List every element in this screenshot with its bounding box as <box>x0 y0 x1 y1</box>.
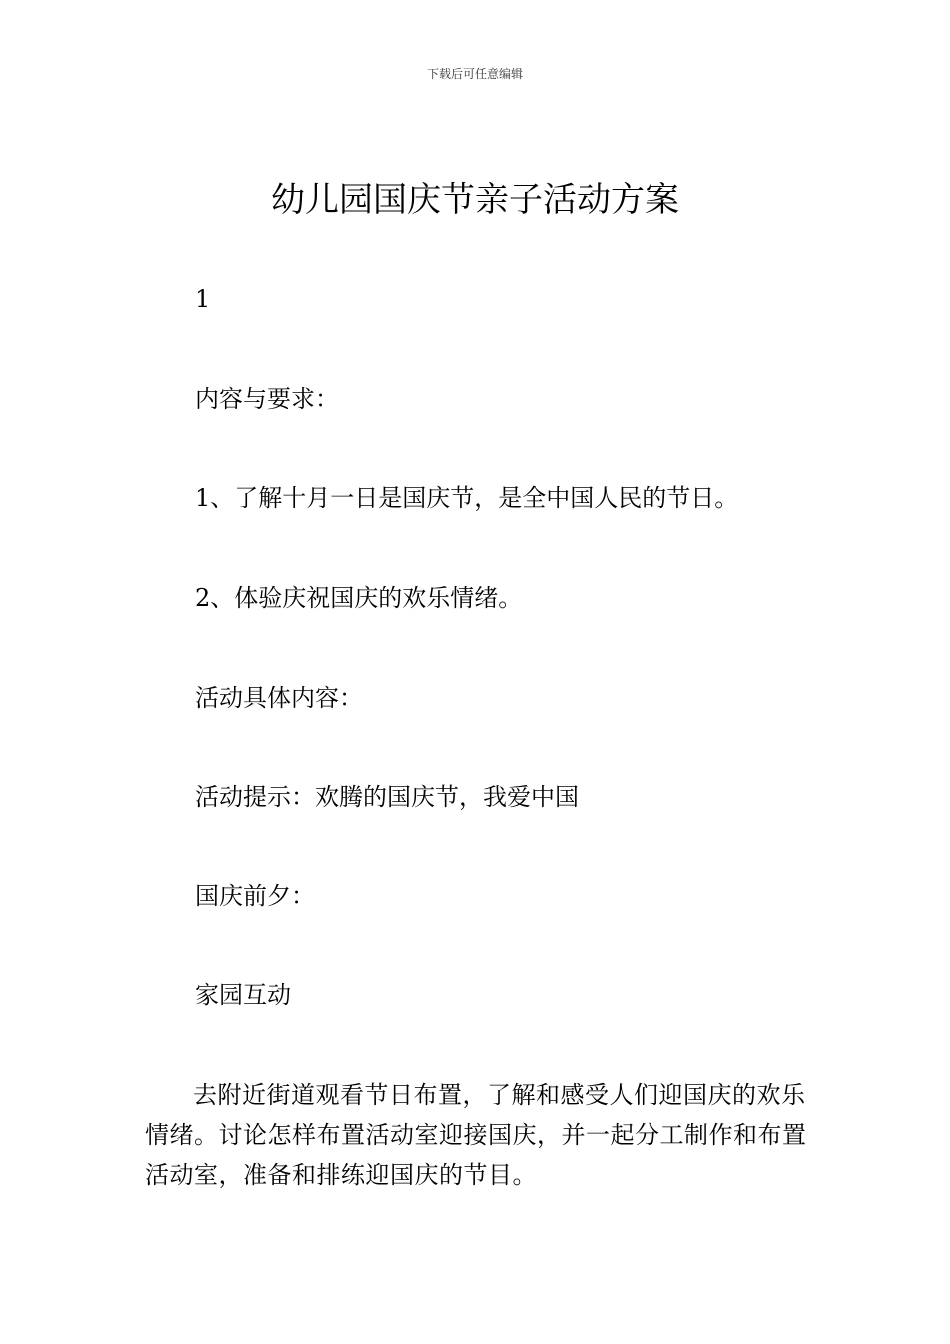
requirement-item-1: 1、了解十月一日是国庆节，是全中国人民的节日。 <box>195 484 739 512</box>
section-heading-home-school: 家园互动 <box>195 981 291 1009</box>
section-heading-activity-content: 活动具体内容： <box>195 684 363 712</box>
header-note: 下载后可任意编辑 <box>426 67 523 81</box>
body-paragraph: 去附近街道观看节日布置，了解和感受人们迎国庆的欢乐情绪。讨论怎样布置活动室迎接国庆，并一起分工制作和布置活动室，准备和排练迎国庆的节目。 <box>145 1081 807 1189</box>
activity-tip: 活动提示：欢腾的国庆节，我爱中国 <box>195 783 579 811</box>
section-heading-content-requirements: 内容与要求： <box>195 385 339 413</box>
document-title: 幼儿园国庆节亲子活动方案 <box>271 180 679 220</box>
section-heading-eve: 国庆前夕： <box>195 882 315 910</box>
section-number: 1 <box>195 285 211 313</box>
requirement-item-2: 2、体验庆祝国庆的欢乐情绪。 <box>195 584 523 612</box>
